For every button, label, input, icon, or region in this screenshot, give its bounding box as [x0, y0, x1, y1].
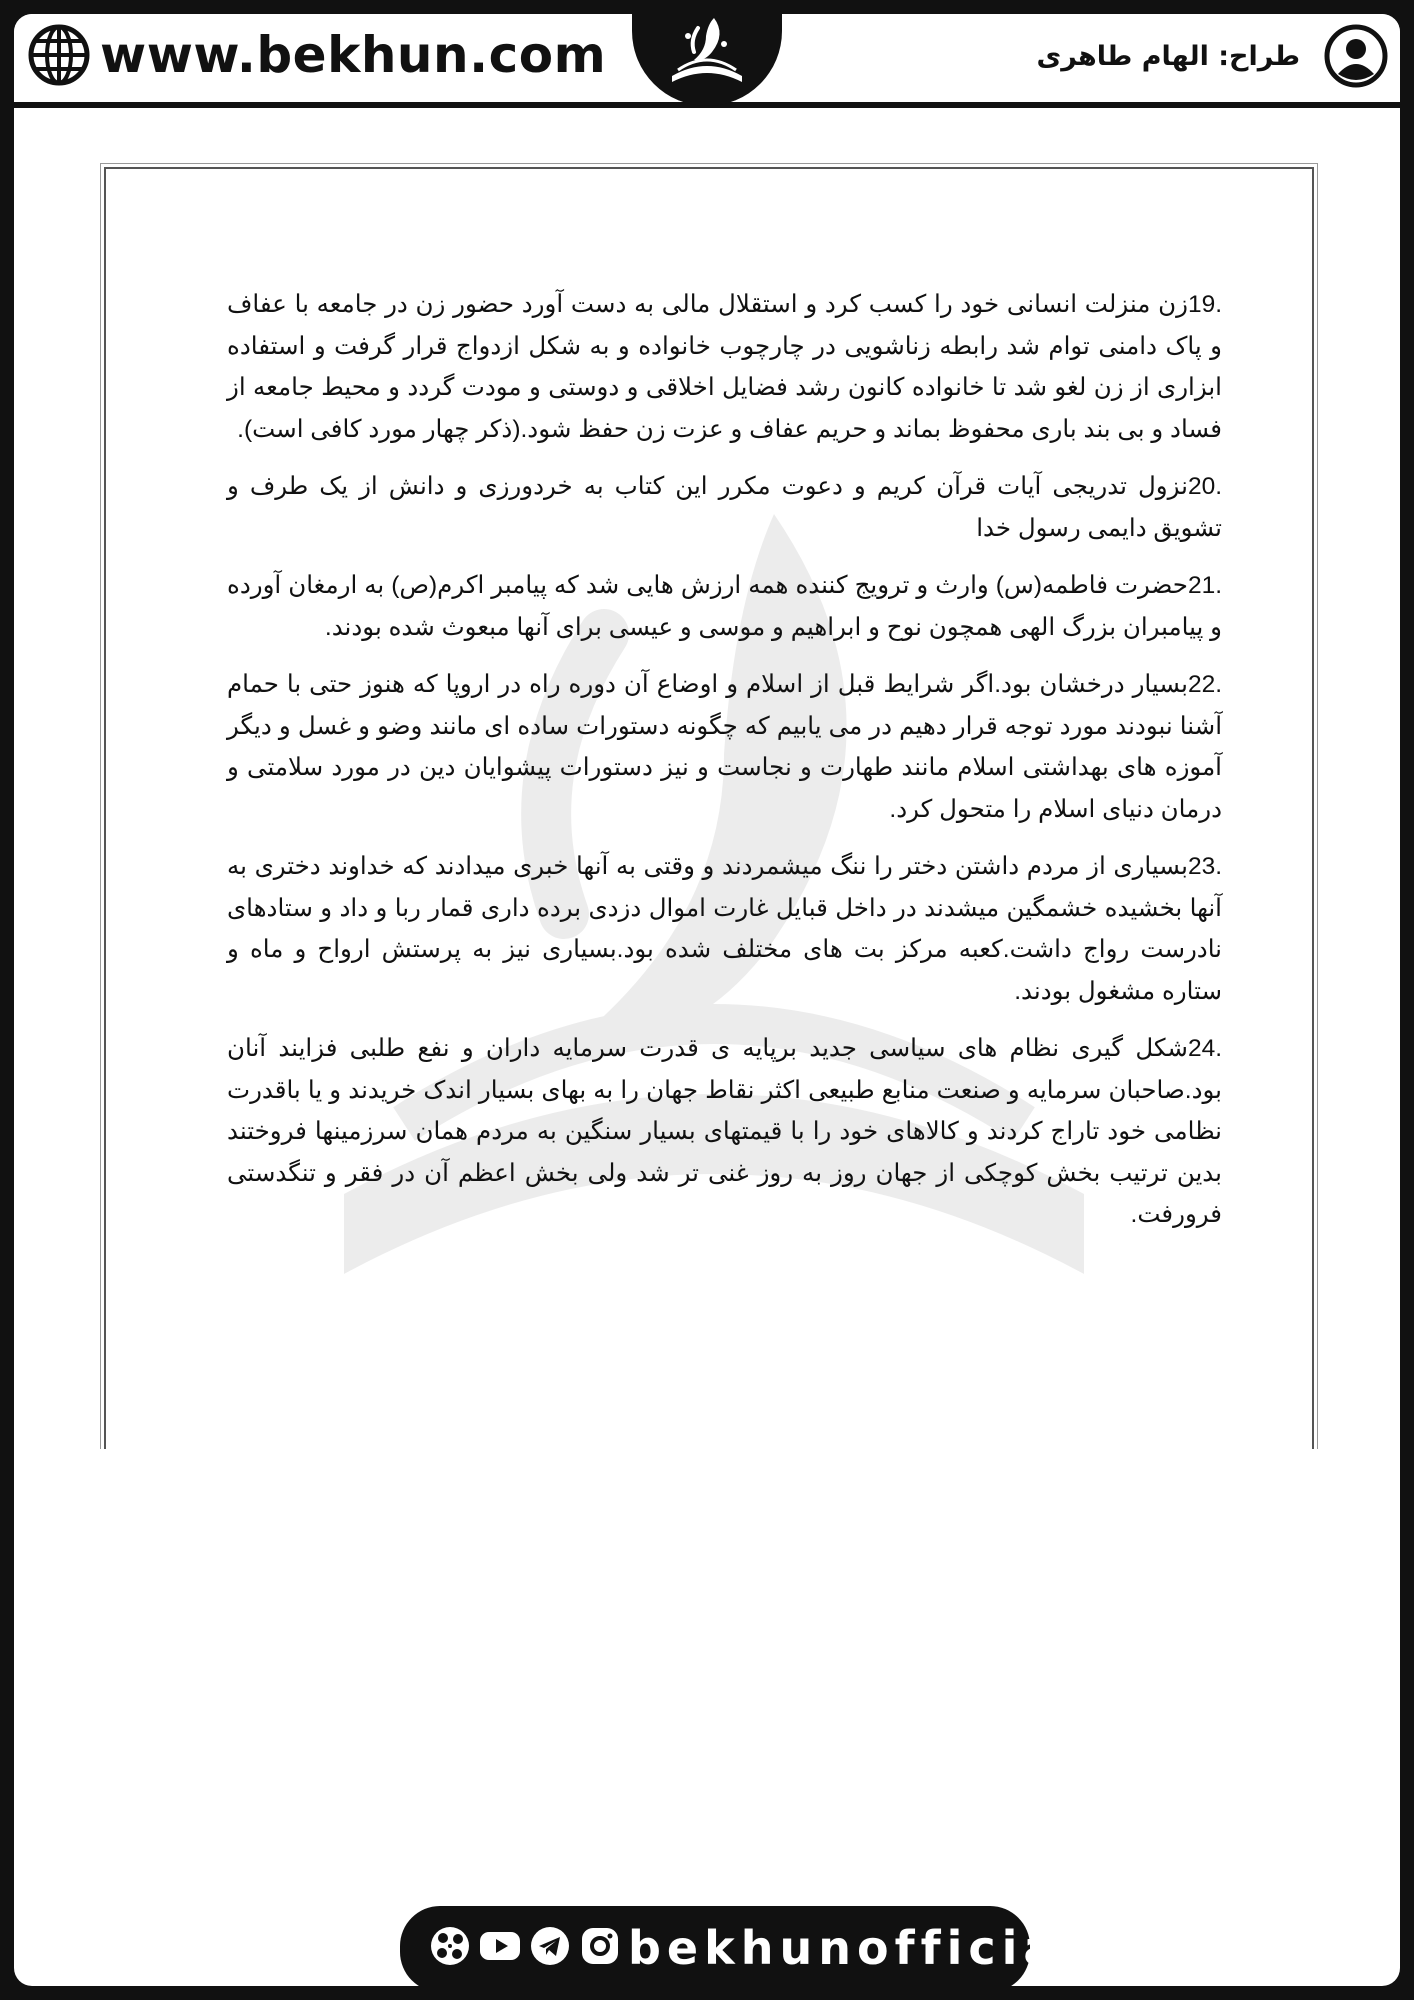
answer-item-23	[227, 846, 1222, 1012]
answer-item-22	[227, 664, 1222, 830]
page	[14, 14, 1400, 1986]
item-text: شکل گیری نظام های سیاسی جدید برپایه ی قدرت سرمایه داران و نفع طلبی فزایند آنان بود.صاحبان سرمایه و صنعت منابع طبیعی اکثر نقاط جهان را به بهای بسیار اندک خریدند و یا باقدرت نظامی خود تاراج کردند و کالاهای خود را با قیمتهای بسیار سنگین به مردم همان سرزمینها فروختند بدین ترتیب بخش کوچکی از جهان روز به روز غنی تر شد ولی بخش اعظم آن در فقر و تنگدستی فرورفت.	[227, 1035, 1222, 1228]
answer-list	[227, 284, 1222, 1252]
aparat-icon[interactable]	[428, 1924, 472, 1968]
globe-icon[interactable]	[28, 24, 90, 86]
item-number: 21.	[1187, 572, 1222, 599]
answer-item-24	[227, 1028, 1222, 1236]
social-handle[interactable]: bekhunofficial	[628, 1921, 1083, 1975]
social-footer	[400, 1906, 1083, 1986]
item-number: 24.	[1187, 1035, 1222, 1062]
bekhun-logo-icon	[654, 14, 760, 98]
item-text: بسیار درخشان بود.اگر شرایط قبل از اسلام و اوضاع آن دوره راه در اروپا که هنوز حتی با حمام آشنا نبودند مورد توجه قرار دهیم در می یابیم که چگونه دستورات ساده ای مانند وضو و غسل و دیگر آموزه های بهداشتی اسلام مانند طهارت و نجاست و نیز دستورات پیشوایان دین در مورد سلامتی و درمان دنیای اسلام را متحول کرد.	[227, 671, 1222, 823]
item-number: 23.	[1187, 853, 1222, 880]
item-number: 22.	[1187, 671, 1222, 698]
header-bar	[14, 14, 1400, 108]
item-text: نزول تدریجی آیات قرآن کریم و دعوت مکرر این کتاب به خردورزی و دانش از یک طرف و تشویق دایمی رسول خدا	[227, 473, 1222, 542]
designer-credit: طراح: الهام طاهری	[1036, 41, 1300, 72]
youtube-icon[interactable]	[478, 1924, 522, 1968]
logo-badge	[632, 14, 782, 106]
item-number: 20.	[1187, 473, 1222, 500]
answer-item-19	[227, 284, 1222, 450]
item-text: بسیاری از مردم داشتن دختر را ننگ میشمردند و وقتی به آنها خبری میدادند که خداوند دختری به آنها بخشیده خشمگین میشدند در داخل قبایل غارت اموال دزدی برده داری قمار ربا و داد و ستادهای نادرست رواج داشت.کعبه مرکز بت های مختلف شده بود.بسیاری نیز به پرستش ارواح و ماه و ستاره مشغول بودند.	[227, 853, 1222, 1005]
website-link[interactable]: www.bekhun.com	[100, 26, 607, 84]
user-avatar-icon[interactable]	[1324, 24, 1388, 88]
item-text: زن منزلت انسانی خود را کسب کرد و استقلال مالی به دست آورد حضور زن در جامعه با عفاف و پاک دامنی توام شد رابطه زناشویی در چارچوب خانواده و به شکل ازدواج قرار گرفت و استفاده ابزاری از زن لغو شد تا خانواده کانون رشد فضایل اخلاقی و دوستی و مودت گردد و محیط جامعه از فساد و بی بند باری محفوظ بماند و حریم عفاف و عزت زن حفظ شود.(ذکر چهار مورد کافی است).	[227, 291, 1222, 443]
instagram-icon[interactable]	[578, 1924, 622, 1968]
telegram-icon[interactable]	[528, 1924, 572, 1968]
item-number: 19.	[1187, 291, 1222, 318]
item-text: حضرت فاطمه(س) وارث و ترویج کننده همه ارزش هایی شد که پیامبر اکرم(ص) به ارمغان آورده و پیامبران بزرگ الهی همچون نوح و ابراهیم و موسی و عیسی برای آنها مبعوث شده بودند.	[227, 572, 1222, 641]
answer-item-21	[227, 565, 1222, 648]
answer-item-20	[227, 466, 1222, 549]
